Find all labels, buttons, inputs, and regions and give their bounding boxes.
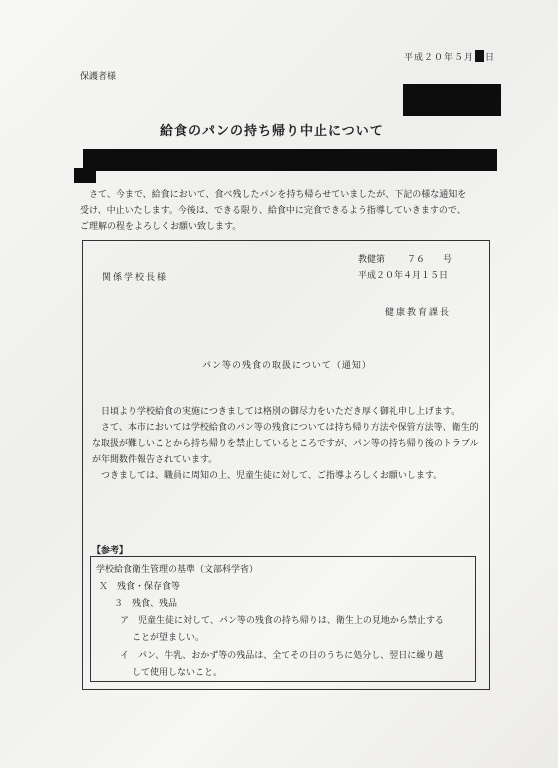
doc-number-suffix: 号 [443,255,453,265]
reference-item-a-line-1: ア 児童生徒に対して、パン等の残食の持ち帰りは、衛生上の見地から禁止する [120,616,444,626]
doc-number-value: ７６ [407,255,426,265]
doc-number-label: 教健第 [358,255,386,265]
notice-paragraph-1: 日頃より学校給食の実施につきましては格別の御尽力をいただき厚く御礼申し上げます。 [101,407,461,417]
reference-item-b-line-2: して使用しないこと。 [132,668,223,678]
reference-item-a-line-2: ことが望ましい。 [132,633,205,643]
reference-label: 【参考】 [92,546,129,556]
reference-item-b-line-1: イ パン、牛乳、おかず等の残品は、全てその日のうちに処分し、翌日に繰り越 [120,651,444,661]
intro-line-3: ご理解の程をよろしくお願い致します。 [80,222,242,232]
reference-subsection: ３ 残食、残品 [114,599,178,609]
page-title: 給食のパンの持ち帰り中止について [160,124,384,139]
notice-sender: 健康教育課長 [385,308,452,318]
notice-date: 平成２０年４月１５日 [358,271,449,281]
redaction-block-fragment [74,168,96,183]
notice-doc-number [358,252,452,265]
addressee: 保護者様 [80,72,117,82]
notice-paragraph-2: さて、本市においては学校給食のパン等の残食については持ち帰り方法や保管方法等、衛生的な取扱が難しいことから持ち帰りを禁止しているところですが、パン等の持ち帰り後のトラブルが年間数件報告されています。 [92,423,479,465]
notice-title: パン等の残食の取扱について（通知） [202,361,372,371]
redaction-block-school [403,84,501,116]
intro-line-2: 受け、中止いたします。今後は、できる限り、給食中に完食できるよう指導していきますので、 [80,206,466,216]
date-redaction [475,50,484,62]
issue-date-suffix: 日 [485,53,496,63]
reference-source: 学校給食衛生管理の基準（文部科学省） [96,565,259,575]
issue-date-prefix: 平成２０年５月 [404,53,475,63]
intro-line-1: さて、今まで、給食において、食べ残したパンを持ち帰らせていましたが、下記の様な通知を [80,190,467,200]
notice-body [92,404,480,484]
redaction-block-line [83,149,497,171]
notice-paragraph-3: つきましては、職員に周知の上、児童生徒に対して、ご指導よろしくお願いします。 [101,471,443,481]
reference-section: Ｘ 残食・保存食等 [99,582,181,592]
issue-date [404,50,495,63]
notice-recipient: 関係学校長様 [102,273,169,283]
intro-paragraph [80,187,520,235]
